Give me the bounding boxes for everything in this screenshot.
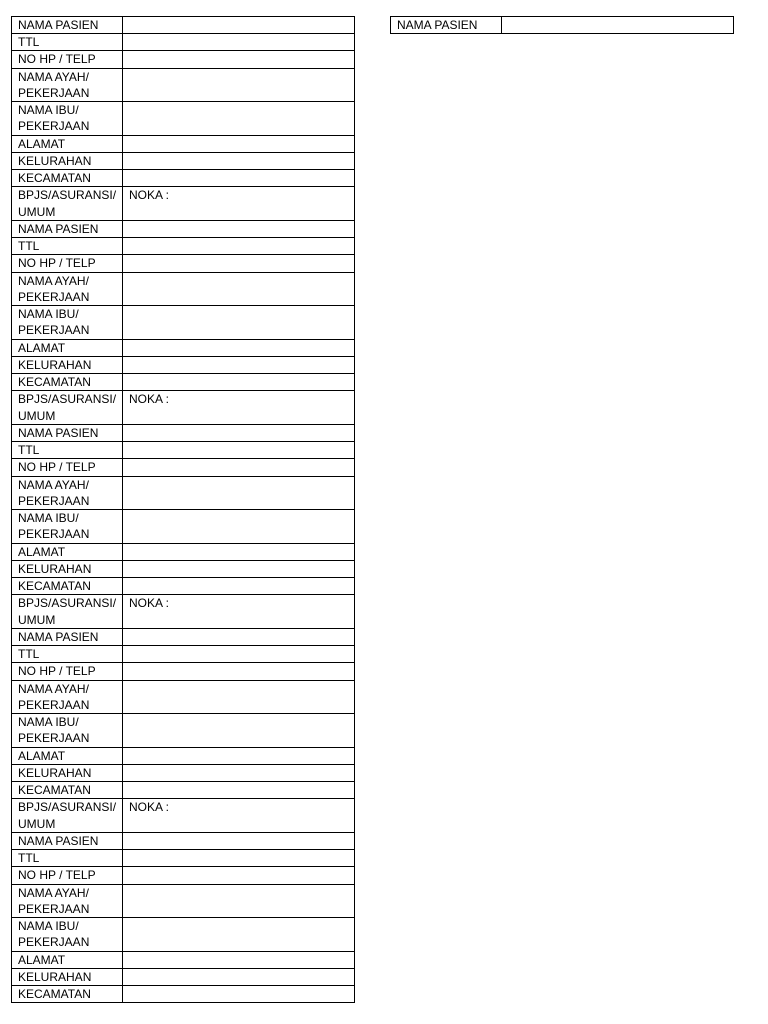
form-row bbox=[12, 425, 355, 442]
field-value[interactable] bbox=[123, 374, 355, 391]
field-label: ALAMAT bbox=[12, 951, 123, 968]
field-label: KECAMATAN bbox=[12, 374, 123, 391]
form-row bbox=[12, 578, 355, 595]
form-row bbox=[12, 595, 355, 629]
field-label: BPJS/ASURANSI/ UMUM bbox=[12, 391, 123, 425]
form-row bbox=[12, 680, 355, 714]
field-value[interactable] bbox=[123, 510, 355, 544]
field-value[interactable] bbox=[123, 646, 355, 663]
field-label: TTL bbox=[12, 442, 123, 459]
form-row bbox=[12, 561, 355, 578]
field-label: KECAMATAN bbox=[12, 170, 123, 187]
form-row bbox=[12, 221, 355, 238]
patient-form-right bbox=[390, 16, 734, 34]
field-value[interactable] bbox=[123, 357, 355, 374]
field-label: TTL bbox=[12, 850, 123, 867]
form-row bbox=[12, 339, 355, 356]
form-row bbox=[12, 951, 355, 968]
field-label: NAMA IBU/ PEKERJAAN bbox=[12, 306, 123, 340]
field-value[interactable] bbox=[123, 629, 355, 646]
field-label: NAMA IBU/ PEKERJAAN bbox=[12, 510, 123, 544]
form-row bbox=[12, 459, 355, 476]
field-value[interactable] bbox=[123, 969, 355, 986]
field-label: NAMA PASIEN bbox=[12, 425, 123, 442]
form-row bbox=[12, 663, 355, 680]
field-value[interactable] bbox=[502, 17, 734, 34]
field-value[interactable]: NOKA : bbox=[123, 391, 355, 425]
form-row bbox=[391, 17, 734, 34]
form-row bbox=[12, 272, 355, 306]
field-label: BPJS/ASURANSI/ UMUM bbox=[12, 595, 123, 629]
field-value[interactable] bbox=[123, 425, 355, 442]
field-value[interactable] bbox=[123, 170, 355, 187]
form-row bbox=[12, 306, 355, 340]
field-value[interactable] bbox=[123, 747, 355, 764]
field-value[interactable]: NOKA : bbox=[123, 799, 355, 833]
field-value[interactable] bbox=[123, 221, 355, 238]
patient-form-right-body bbox=[391, 17, 734, 34]
form-row bbox=[12, 986, 355, 1003]
field-value[interactable] bbox=[123, 714, 355, 748]
field-label: NAMA PASIEN bbox=[12, 629, 123, 646]
field-label: KELURAHAN bbox=[12, 153, 123, 170]
patient-form-left-body bbox=[12, 17, 355, 1003]
field-value[interactable] bbox=[123, 102, 355, 136]
field-label: TTL bbox=[12, 34, 123, 51]
form-row bbox=[12, 765, 355, 782]
field-label: NO HP / TELP bbox=[12, 663, 123, 680]
form-row bbox=[12, 68, 355, 102]
form-row bbox=[12, 374, 355, 391]
field-label: ALAMAT bbox=[12, 543, 123, 560]
form-row bbox=[12, 510, 355, 544]
form-row bbox=[12, 153, 355, 170]
form-row bbox=[12, 442, 355, 459]
field-label: NO HP / TELP bbox=[12, 867, 123, 884]
form-row bbox=[12, 867, 355, 884]
field-value[interactable] bbox=[123, 543, 355, 560]
patient-form-left bbox=[11, 16, 355, 1003]
field-label: NAMA AYAH/ PEKERJAAN bbox=[12, 476, 123, 510]
field-label: BPJS/ASURANSI/ UMUM bbox=[12, 187, 123, 221]
form-row bbox=[12, 102, 355, 136]
field-value[interactable] bbox=[123, 238, 355, 255]
field-label: KELURAHAN bbox=[12, 969, 123, 986]
form-row bbox=[12, 969, 355, 986]
form-row bbox=[12, 357, 355, 374]
form-row bbox=[12, 629, 355, 646]
field-label: NAMA IBU/ PEKERJAAN bbox=[12, 102, 123, 136]
field-label: KECAMATAN bbox=[12, 578, 123, 595]
form-row bbox=[12, 255, 355, 272]
field-value[interactable] bbox=[123, 680, 355, 714]
field-label: KELURAHAN bbox=[12, 357, 123, 374]
field-value[interactable] bbox=[123, 663, 355, 680]
field-label: TTL bbox=[12, 646, 123, 663]
field-value[interactable] bbox=[123, 986, 355, 1003]
field-label: KELURAHAN bbox=[12, 561, 123, 578]
form-row bbox=[12, 850, 355, 867]
field-label: BPJS/ASURANSI/ UMUM bbox=[12, 799, 123, 833]
form-row bbox=[12, 238, 355, 255]
field-label: KECAMATAN bbox=[12, 782, 123, 799]
field-value[interactable] bbox=[123, 135, 355, 152]
form-row bbox=[12, 187, 355, 221]
field-label: NAMA AYAH/ PEKERJAAN bbox=[12, 68, 123, 102]
field-label: NO HP / TELP bbox=[12, 51, 123, 68]
field-value[interactable] bbox=[123, 51, 355, 68]
field-label: KECAMATAN bbox=[12, 986, 123, 1003]
form-row bbox=[12, 714, 355, 748]
form-row bbox=[12, 17, 355, 34]
field-label: ALAMAT bbox=[12, 339, 123, 356]
field-label: TTL bbox=[12, 238, 123, 255]
field-value[interactable]: NOKA : bbox=[123, 595, 355, 629]
form-row bbox=[12, 646, 355, 663]
field-value[interactable] bbox=[123, 765, 355, 782]
field-value[interactable] bbox=[123, 68, 355, 102]
field-value[interactable] bbox=[123, 459, 355, 476]
form-row bbox=[12, 799, 355, 833]
form-row bbox=[12, 476, 355, 510]
field-value[interactable] bbox=[123, 306, 355, 340]
form-row bbox=[12, 135, 355, 152]
field-value[interactable] bbox=[123, 850, 355, 867]
field-value[interactable] bbox=[123, 153, 355, 170]
field-label: NAMA IBU/ PEKERJAAN bbox=[12, 714, 123, 748]
form-row bbox=[12, 34, 355, 51]
field-value[interactable] bbox=[123, 34, 355, 51]
field-value[interactable]: NOKA : bbox=[123, 187, 355, 221]
field-label: ALAMAT bbox=[12, 135, 123, 152]
field-label: NAMA PASIEN bbox=[12, 221, 123, 238]
field-label: NO HP / TELP bbox=[12, 255, 123, 272]
form-row bbox=[12, 391, 355, 425]
field-value[interactable] bbox=[123, 339, 355, 356]
field-label: KELURAHAN bbox=[12, 765, 123, 782]
field-value[interactable] bbox=[123, 255, 355, 272]
form-row bbox=[12, 918, 355, 952]
field-label: NAMA PASIEN bbox=[391, 17, 502, 34]
field-value[interactable] bbox=[123, 951, 355, 968]
field-label: NAMA AYAH/ PEKERJAAN bbox=[12, 272, 123, 306]
field-label: NAMA AYAH/ PEKERJAAN bbox=[12, 884, 123, 918]
field-value[interactable] bbox=[123, 782, 355, 799]
field-label: NAMA AYAH/ PEKERJAAN bbox=[12, 680, 123, 714]
field-value[interactable] bbox=[123, 833, 355, 850]
field-value[interactable] bbox=[123, 272, 355, 306]
field-value[interactable] bbox=[123, 578, 355, 595]
field-label: NAMA PASIEN bbox=[12, 17, 123, 34]
field-value[interactable] bbox=[123, 918, 355, 952]
field-label: NO HP / TELP bbox=[12, 459, 123, 476]
form-row bbox=[12, 51, 355, 68]
field-value[interactable] bbox=[123, 442, 355, 459]
field-value[interactable] bbox=[123, 561, 355, 578]
field-label: NAMA IBU/ PEKERJAAN bbox=[12, 918, 123, 952]
form-row bbox=[12, 884, 355, 918]
form-row bbox=[12, 543, 355, 560]
form-row bbox=[12, 833, 355, 850]
field-value[interactable] bbox=[123, 476, 355, 510]
field-value[interactable] bbox=[123, 17, 355, 34]
form-row bbox=[12, 170, 355, 187]
field-value[interactable] bbox=[123, 867, 355, 884]
field-label: NAMA PASIEN bbox=[12, 833, 123, 850]
form-row bbox=[12, 747, 355, 764]
field-value[interactable] bbox=[123, 884, 355, 918]
form-row bbox=[12, 782, 355, 799]
field-label: ALAMAT bbox=[12, 747, 123, 764]
